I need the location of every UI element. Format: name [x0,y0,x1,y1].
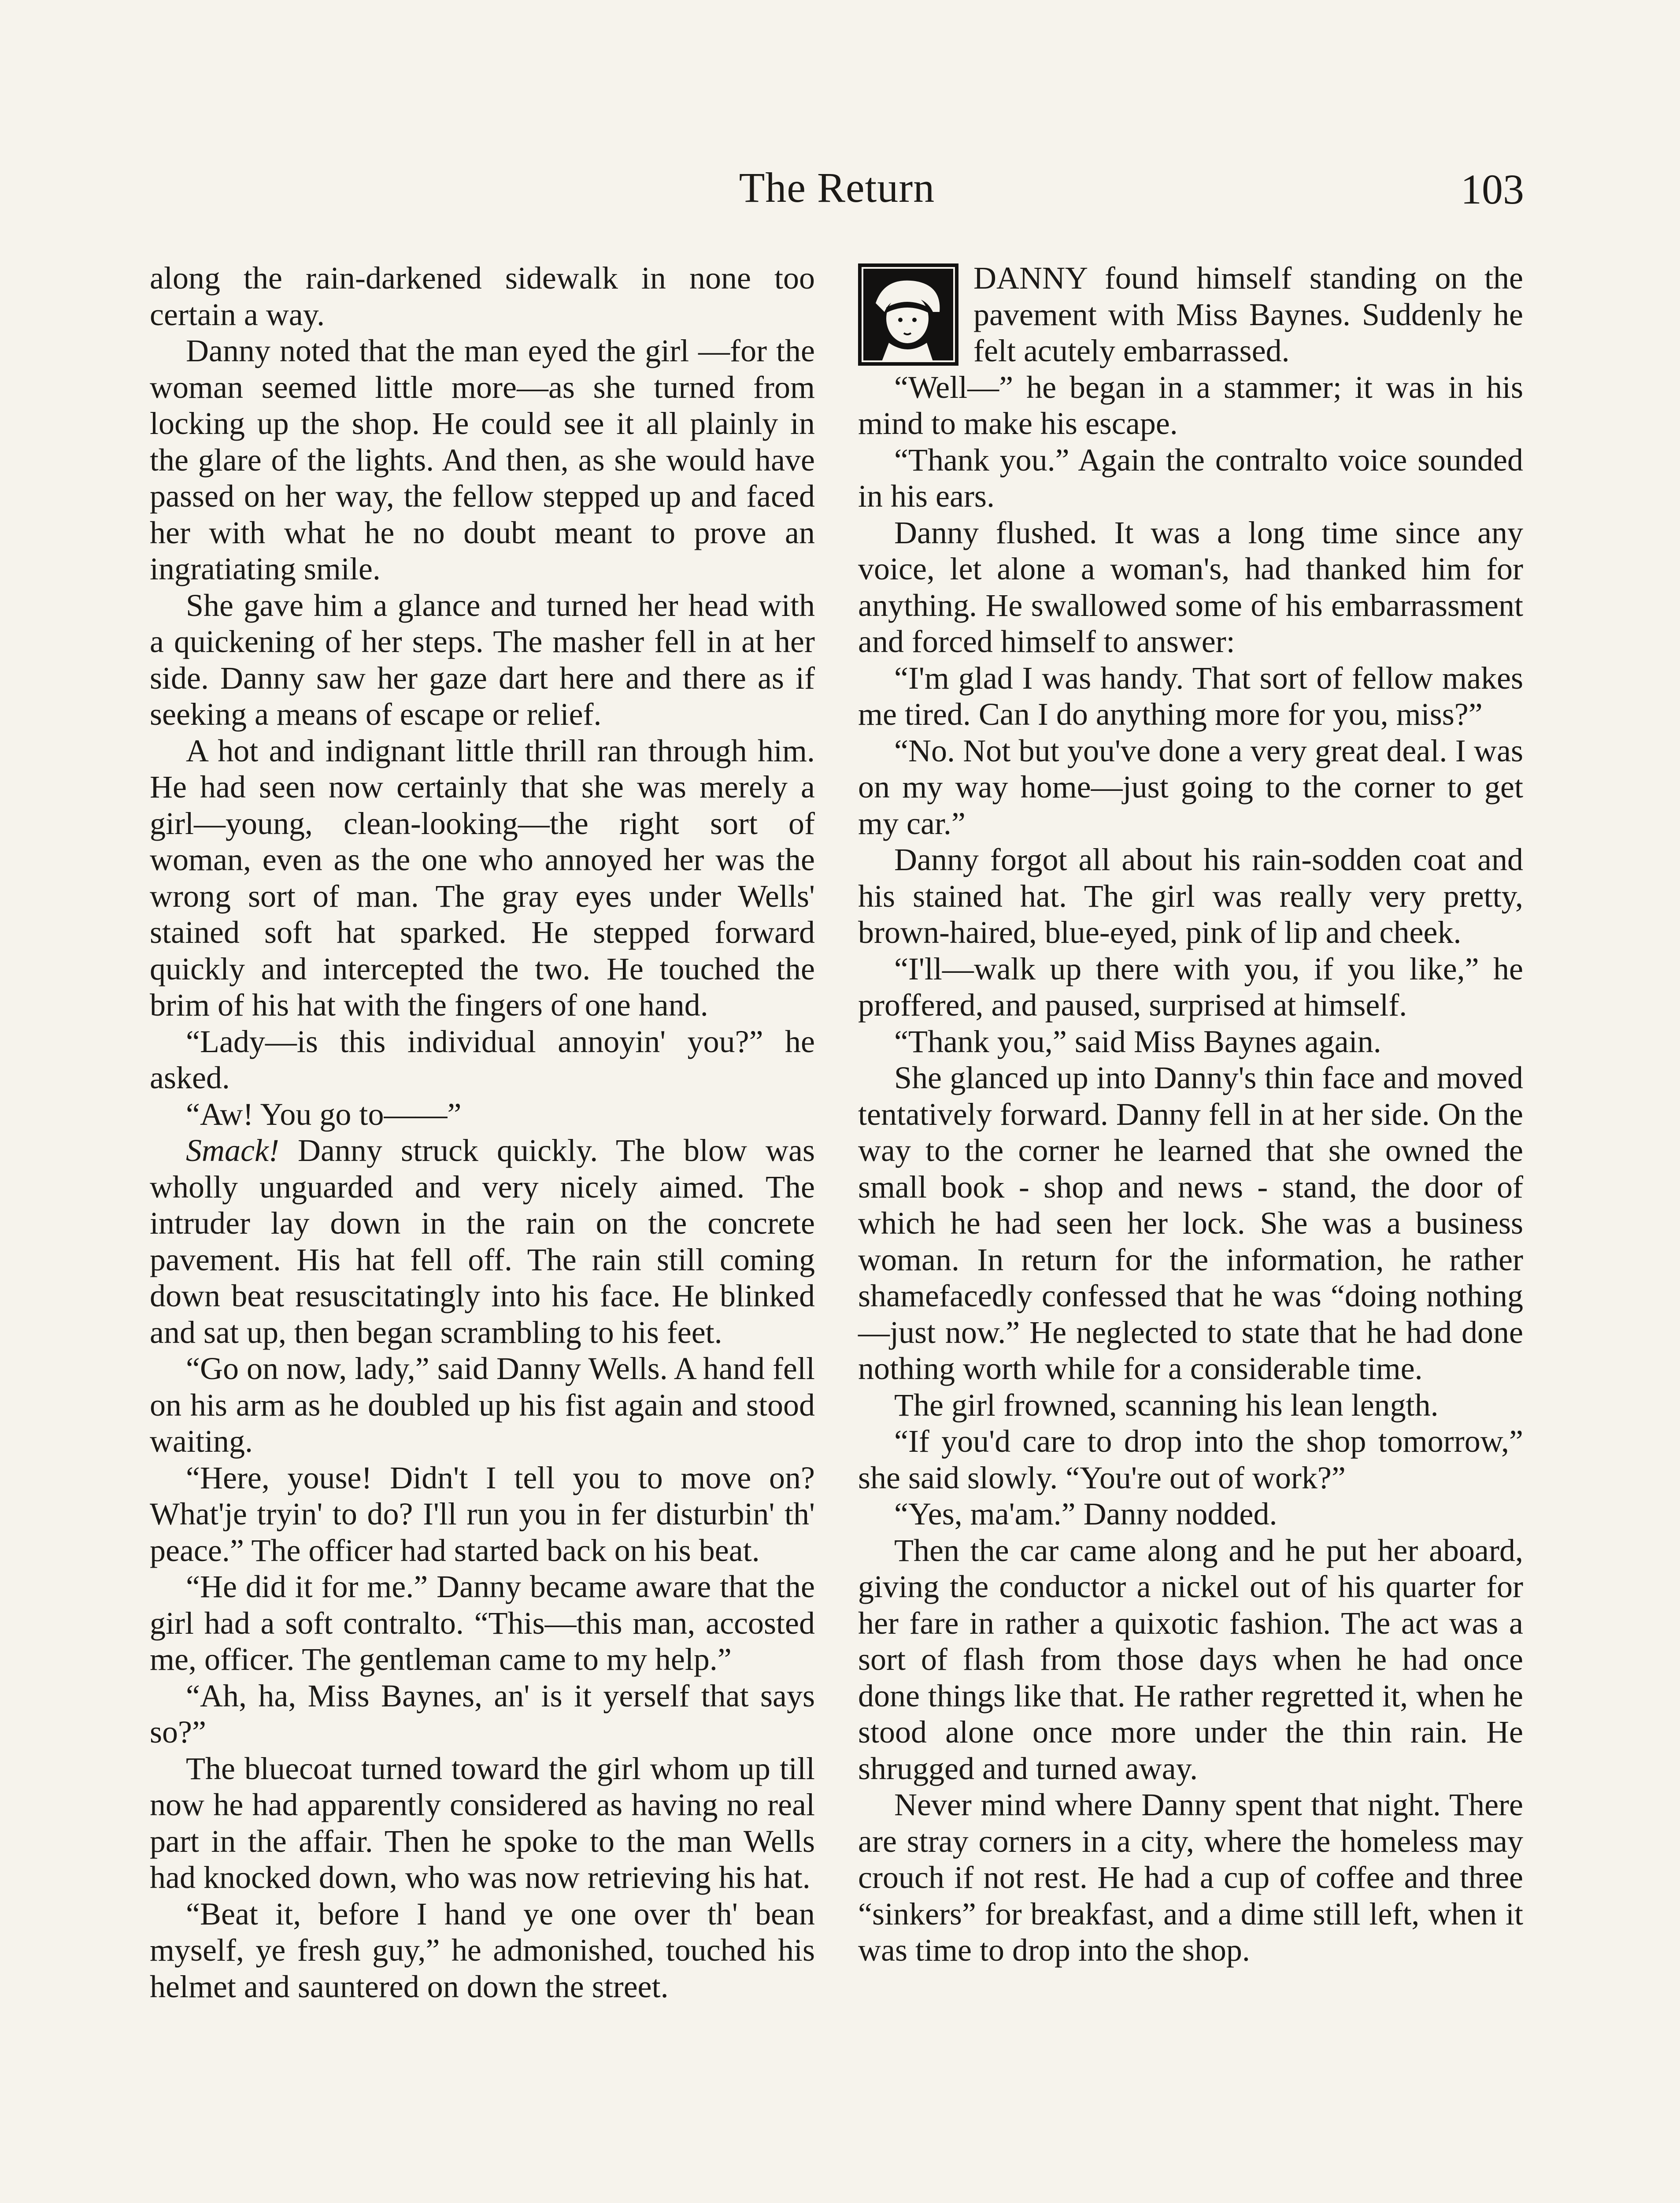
paragraph: “Thank you.” Again the contralto voice sounded in his ears. [858,442,1523,514]
paragraph: The girl frowned, scanning his lean length. [894,1387,1439,1423]
paragraph: “Aw! You go to——” [186,1096,462,1132]
paragraph: “Well—” he began in a stammer; it was in his mind to make his escape. [858,369,1523,441]
paragraph-text: Danny struck quickly. The blow was wholly unguarded and very nicely aimed. The intruder lay down in the rain on the concrete pavement. His hat fell off. The rain still coming down beat resuscitatingly into his face. He blinked and sat up, then began scrambling to his feet. [150,1133,815,1350]
running-title: The Return [739,164,935,211]
left-column [150,260,815,2005]
paragraph: A hot and indignant little thrill ran through him. He had seen now certainly that she was merely a girl—young, clean-looking—the right sort of woman, even as the one who annoyed her was the wrong sort of man. The gray eyes under Wells' stained soft hat sparked. He stepped forward quickly and intercepted the two. He touched the brim of his hat with the fingers of one hand. [150,733,815,1023]
page-header [150,163,1524,229]
paragraph: “Yes, ma'am.” Danny nodded. [894,1496,1277,1532]
paragraph: along the rain-darkened sidewalk in none too certain a way. [150,260,815,332]
paragraph: “Thank you,” said Miss Baynes again. [894,1024,1381,1059]
paragraph: “I'm glad I was handy. That sort of fellow makes me tired. Can I do anything more for you, miss?” [858,660,1523,732]
paragraph: The bluecoat turned toward the girl whom up till now he had apparently considered as having no real part in the affair. Then he spoke to the man Wells had knocked down, who was now retrieving his hat. [150,1751,815,1895]
paragraph: “Here, youse! Didn't I tell you to move on? What'je tryin' to do? I'll run you in fer disturbin' th' peace.” The officer had started back on his beat. [150,1460,815,1568]
paragraph: “Ah, ha, Miss Baynes, an' is it yerself that says so?” [150,1678,815,1750]
page-number: 103 [1461,166,1524,213]
paragraph: Danny forgot all about his rain-sodden coat and his stained hat. The girl was really very pretty, brown-haired, blue-eyed, pink of lip and cheek. [858,842,1523,950]
paragraph: DANNY found himself standing on the pavement with Miss Baynes. Suddenly he felt acutely embarrassed. [973,260,1523,368]
paragraph: “He did it for me.” Danny became aware that the girl had a soft contralto. “This—this man, accosted me, officer. The gentleman came to my help.” [150,1569,815,1677]
paragraph: She gave him a glance and turned her head with a quickening of her steps. The masher fell in at her side. Danny saw her gaze dart here and there as if seeking a means of escape or relief. [150,587,815,732]
paragraph: Danny noted that the man eyed the girl —for the woman seemed little more—as she turned from locking up the shop. He could see it all plainly in the glare of the lights. And then, as she would have passed on her way, the fellow stepped up and faced her with what he no doubt meant to prove an ingratiating smile. [150,333,815,586]
smack-word: Smack! [186,1133,279,1168]
paragraph: Danny flushed. It was a long time since any voice, let alone a woman's, had thanked him for anything. He swallowed some of his embarrassment and forced himself to answer: [858,515,1523,659]
paragraph: “Beat it, before I hand ye one over th' bean myself, ye fresh guy,” he admonished, touched his helmet and sauntered on down the street. [150,1896,815,2004]
paragraph: She glanced up into Danny's thin face and moved tentatively forward. Danny fell in at her side. On the way to the corner he learned that she owned the small book - shop and news - stand, the door of which he had seen her lock. She was a business woman. In return for the information, he rather shamefacedly confessed that he was “doing nothing—just now.” He neglected to state that he had done nothing worth while for a considerable time. [858,1060,1523,1386]
paragraph: “I'll—walk up there with you, if you like,” he proffered, and paused, surprised at himself. [858,951,1523,1023]
paragraph: “No. Not but you've done a very great deal. I was on my way home—just going to the corner to get my car.” [858,733,1523,841]
paragraph: “Lady—is this individual annoyin' you?” he asked. [150,1024,815,1095]
woman-portrait-icon [858,263,958,366]
paragraph-smack [150,1132,815,1350]
paragraph: Then the car came along and he put her aboard, giving the conductor a nickel out of his quarter for her fare in rather a quixotic fashion. The act was a sort of flash from those days when he had once done things like that. He rather regretted it, when he stood alone once more under the thin rain. He shrugged and turned away. [858,1532,1523,1786]
paragraph: “Go on now, lady,” said Danny Wells. A hand fell on his arm as he doubled up his fist again and stood waiting. [150,1351,815,1459]
right-column [858,260,1523,1969]
paragraph: “If you'd care to drop into the shop tomorrow,” she said slowly. “You're out of work?” [858,1424,1523,1495]
paragraph: Never mind where Danny spent that night. There are stray corners in a city, where the homeless may crouch if not rest. He had a cup of coffee and three “sinkers” for breakfast, and a dime still left, when it was time to drop into the shop. [858,1787,1523,1968]
